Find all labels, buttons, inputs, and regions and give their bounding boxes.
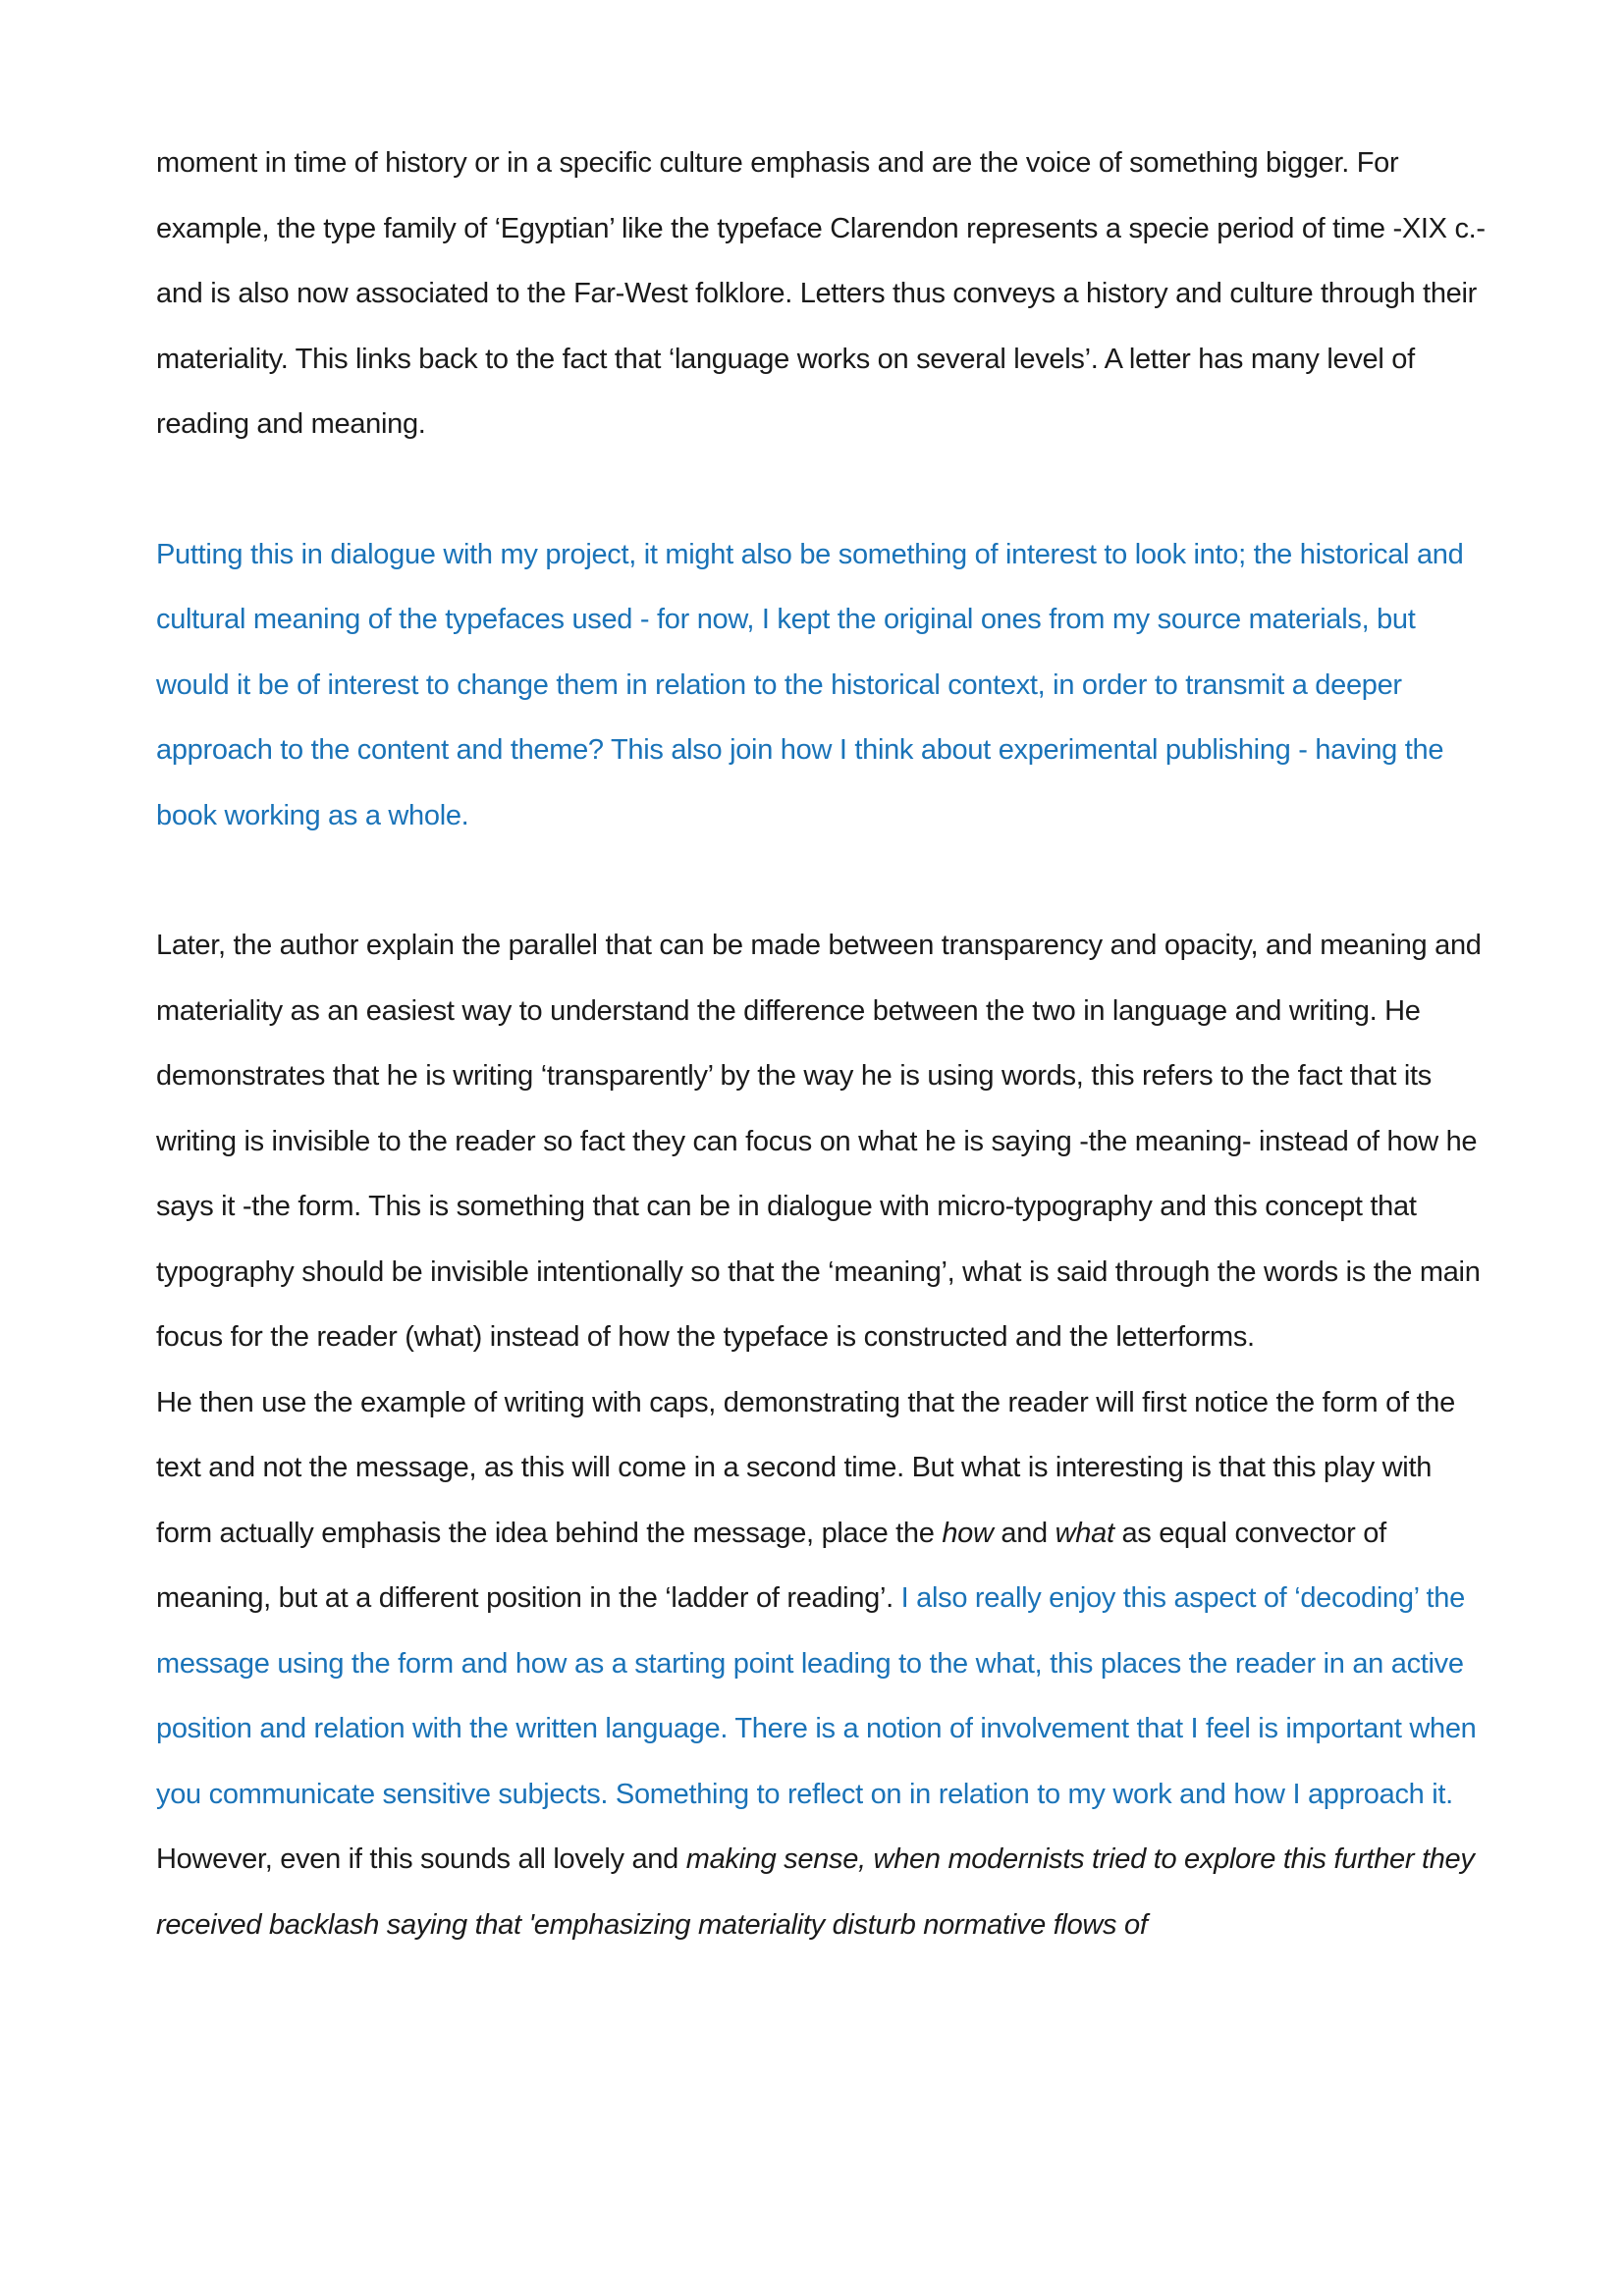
and-text: and	[993, 1517, 1056, 1549]
paragraph-project-reflection: Putting this in dialogue with my project, it might also be something of interest to look into; the historical and cultural meaning of the typefaces used - for now, I kept the original ones from my source materials, but would it be of interest to change them in relation to the historical context, in order to transmit a deeper approach to the content and theme? This also join how I think about experimental publishing - having the book working as a whole.	[156, 538, 1464, 831]
paragraph-transparency-opacity: Later, the author explain the parallel that can be made between transparency and opacity, and meaning and materiality as an easiest way to understand the difference between the two in language and writing. He demonstrates that he is writing ‘transparently’ by the way he is using words, this refers to the fact that its writing is invisible to the reader so fact they can focus on what he is saying -the meaning- instead of how he says it -the form. This is something that can be in dialogue with micro-typography and this concept that typography should be invisible intentionally so that the ‘meaning’, what is said through the words is the main focus for the reader (what) instead of how the typeface is constructed and the letterforms.	[156, 930, 1482, 1353]
decoding-reflection: I also really enjoy this aspect of ‘decoding’ the message using the form and how as a starting point leading to the what, this places the reader in an active position and relation with the written language. There is a notion of involvement that I feel is important when you communicate sensitive subjects. Something to reflect on in relation to my work and how I approach it.	[156, 1582, 1477, 1810]
text-block-bottom	[156, 913, 1491, 1957]
ladder-text: as equal convector of meaning, but at a different position in the ‘ladder of reading’.	[156, 1517, 1386, 1614]
what-emphasis: what	[1055, 1517, 1114, 1549]
caps-example-text: He then use the example of writing with caps, demonstrating that the reader will first notice the form of the text and not the message, as this will come in a second time. But what is interesting is that this play with form actually emphasis the idea behind the message, place the	[156, 1386, 1455, 1549]
paragraph-modernists	[156, 1827, 1491, 1957]
paragraph-caps-example	[156, 1370, 1491, 1828]
modernists-intro: However, even if this sounds all lovely and	[156, 1843, 686, 1875]
how-emphasis: how	[942, 1517, 994, 1549]
modernists-italic: making sense, when modernists tried to explore this further they received backlash saying that 'emphasizing materiality disturb normative flows of	[156, 1843, 1475, 1941]
text-block-top	[156, 131, 1491, 848]
paragraph-letters-history: moment in time of history or in a specific culture emphasis and are the voice of something bigger. For example, the type family of ‘Egyptian’ like the typeface Clarendon represents a specie period of time -XIX c.- and is also now associated to the Far-West folklore. Letters thus conveys a history and culture through their materiality. This links back to the fact that ‘language works on several levels’. A letter has many level of reading and meaning.	[156, 147, 1486, 440]
paragraph-gap	[156, 457, 1491, 522]
